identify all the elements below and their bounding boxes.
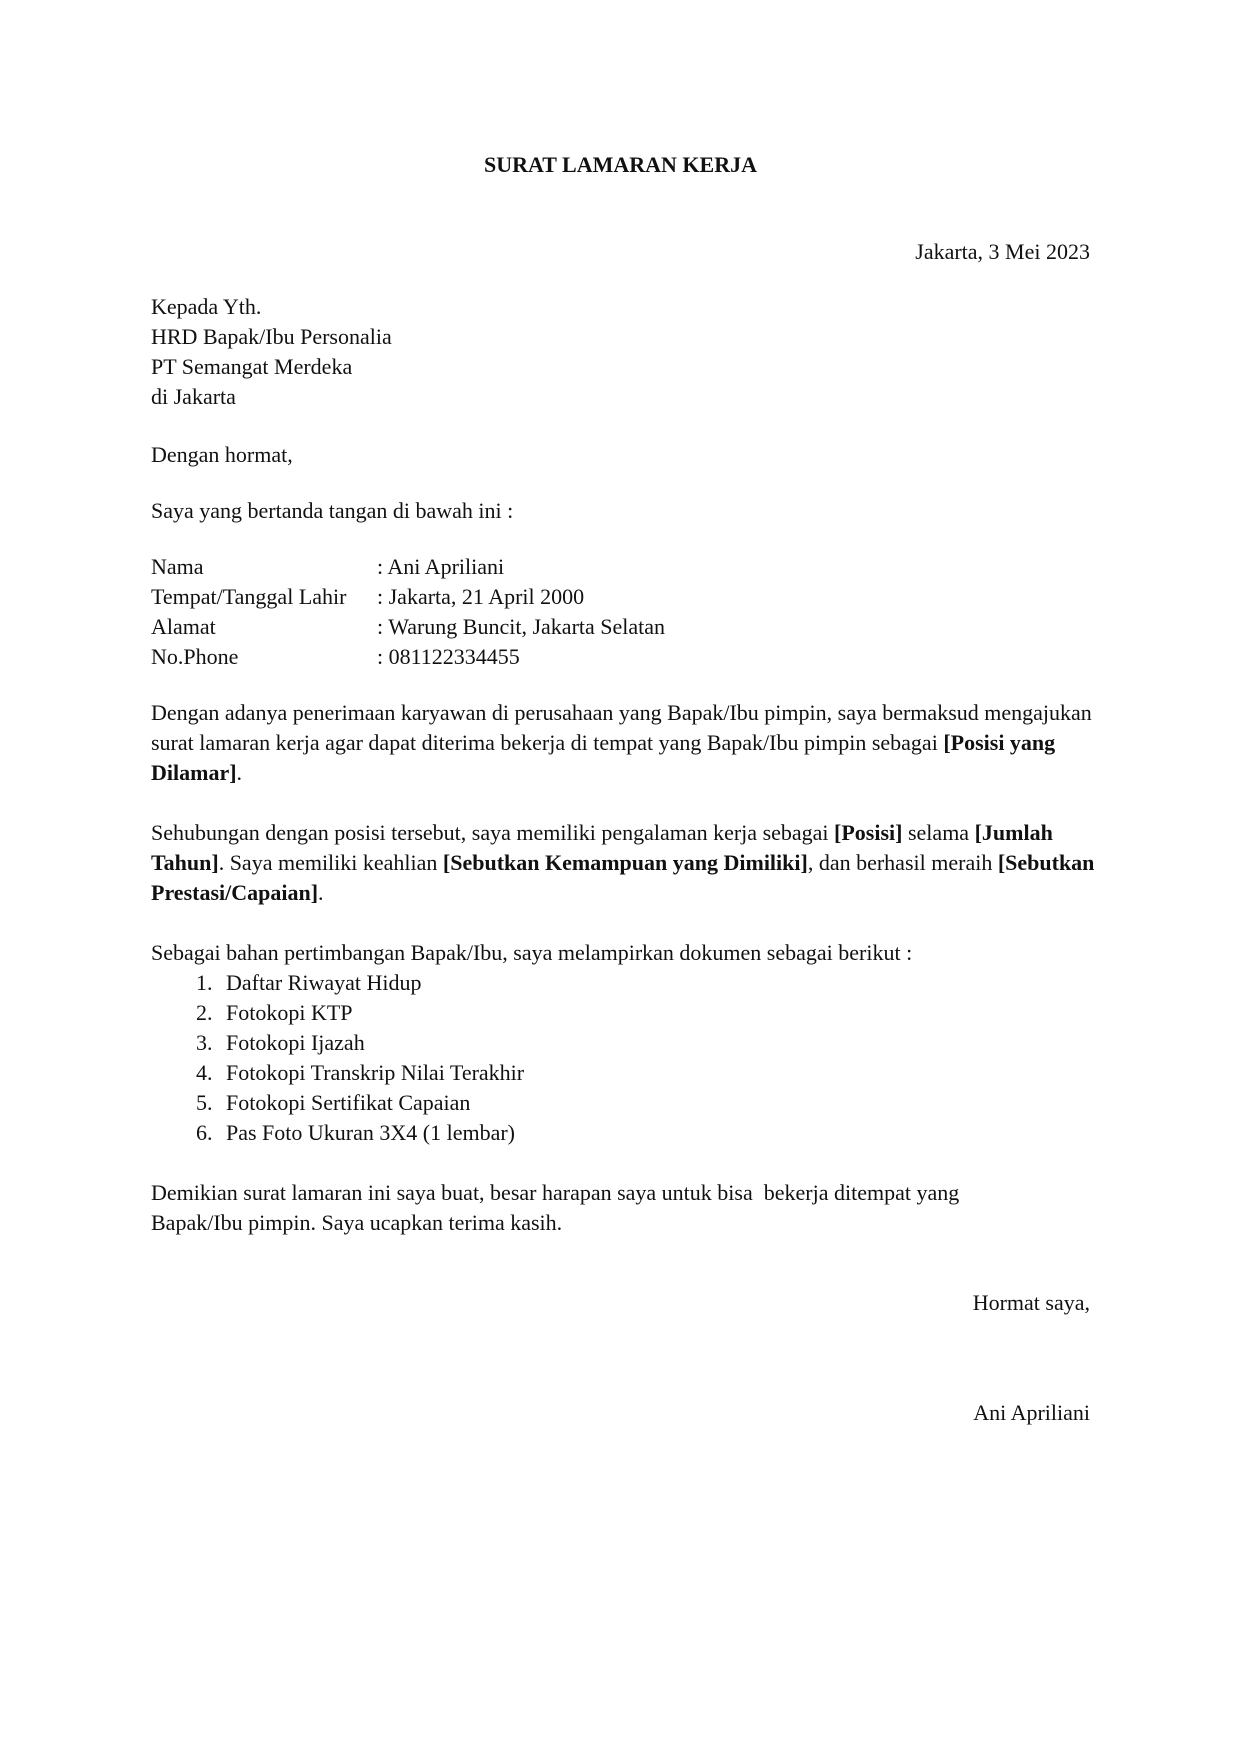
paragraph-text: , dan berhasil meraih (807, 850, 998, 875)
greeting: Dengan hormat, (151, 442, 293, 467)
info-row (151, 642, 665, 672)
signer-name: Ani Apriliani (973, 1400, 1090, 1425)
paragraph-text: . (236, 760, 243, 785)
list-item (151, 1118, 524, 1148)
list-text: Pas Foto Ukuran 3X4 (1 lembar) (226, 1120, 516, 1145)
list-number: 1. (196, 970, 213, 995)
closing-line: Demikian surat lamaran ini saya buat, besar harapan saya untuk bisa bekerja ditempat yang (151, 1180, 960, 1205)
placeholder-years: [Jumlah Tahun] (151, 820, 1053, 875)
list-text: Fotokopi KTP (226, 1000, 353, 1025)
recipient-line: PT Semangat Merdeka (151, 354, 353, 379)
paragraph-experience (151, 818, 1096, 908)
list-number: 3. (196, 1030, 213, 1055)
info-row (151, 582, 665, 612)
position-placeholder: [Posisi yang Dilamar] (151, 730, 1056, 785)
documents-intro: Sebagai bahan pertimbangan Bapak/Ibu, saya melampirkan dokumen sebagai berikut : (151, 940, 913, 965)
list-number: 6. (196, 1120, 213, 1145)
placeholder-skills: [Sebutkan Kemampuan yang Dimiliki] (442, 850, 808, 875)
list-text: Daftar Riwayat Hidup (226, 970, 422, 995)
paragraph-text: Sehubungan dengan posisi tersebut, saya memiliki pengalaman kerja sebagai (151, 820, 835, 845)
list-item (151, 968, 524, 998)
recipient-line: HRD Bapak/Ibu Personalia (151, 324, 392, 349)
recipient-line: Kepada Yth. (151, 294, 262, 319)
list-item (151, 1088, 524, 1118)
list-number: 2. (196, 1000, 213, 1025)
placeholder-achievements: [Sebutkan Prestasi/Capaian] (151, 850, 1095, 905)
info-label: No.Phone (151, 644, 239, 669)
recipient-line: di Jakarta (151, 384, 236, 409)
intro-text: Saya yang bertanda tangan di bawah ini : (151, 498, 514, 523)
placeholder-position: [Posisi] (834, 820, 903, 845)
list-item (151, 998, 524, 1028)
info-value: : Warung Buncit, Jakarta Selatan (377, 614, 666, 639)
letter-date: Jakarta, 3 Mei 2023 (915, 239, 1090, 264)
recipient-block (151, 292, 392, 412)
letter-title: SURAT LAMARAN KERJA (484, 152, 757, 177)
list-text: Fotokopi Ijazah (226, 1030, 365, 1055)
list-text: Fotokopi Sertifikat Capaian (226, 1090, 471, 1115)
info-row (151, 612, 665, 642)
list-number: 5. (196, 1090, 213, 1115)
paragraph-text: Dengan adanya penerimaan karyawan di perusahaan yang Bapak/Ibu pimpin, saya bermaksud mengajukan surat lamaran kerja agar dapat diterima bekerja di tempat yang Bapak/Ibu pimpin sebagai (151, 700, 1092, 755)
closing-paragraph (151, 1178, 959, 1238)
paragraph-text: . Saya memiliki keahlian (218, 850, 443, 875)
applicant-info (151, 552, 665, 672)
info-value: : Ani Apriliani (377, 554, 505, 579)
paragraph-text: selama (902, 820, 975, 845)
paragraph-text: . (318, 880, 324, 905)
info-label: Tempat/Tanggal Lahir (151, 584, 347, 609)
list-text: Fotokopi Transkrip Nilai Terakhir (226, 1060, 525, 1085)
list-item (151, 1058, 524, 1088)
documents-list (151, 968, 524, 1148)
info-row (151, 552, 665, 582)
closing-line: Bapak/Ibu pimpin. Saya ucapkan terima kasih. (151, 1210, 563, 1235)
info-label: Alamat (151, 614, 216, 639)
list-number: 4. (196, 1060, 213, 1085)
info-label: Nama (151, 554, 204, 579)
list-item (151, 1028, 524, 1058)
regards: Hormat saya, (972, 1290, 1090, 1315)
info-value: : Jakarta, 21 April 2000 (377, 584, 585, 609)
paragraph-application (151, 698, 1096, 788)
info-value: : 081122334455 (377, 644, 520, 669)
